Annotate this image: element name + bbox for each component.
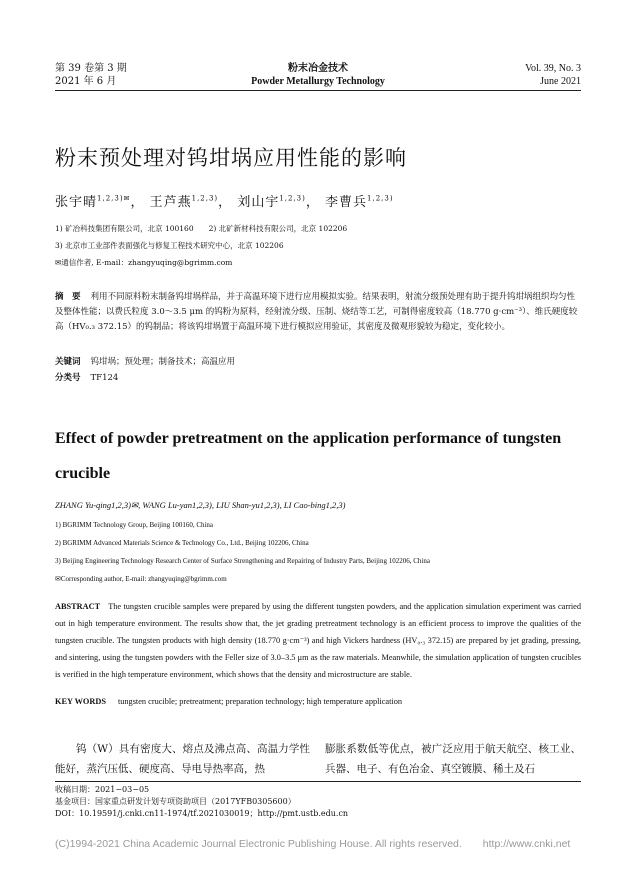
author-affil: 1,2,3)✉ (97, 194, 131, 203)
affiliations-en (55, 520, 430, 584)
abstract-label-cn: 摘 要 (55, 292, 81, 302)
class-value: TF124 (90, 373, 119, 383)
authors-cn: 张宇晴$^{1,2,3)✉}$， 王芦燕$^{1,2,3)}$， 刘山宇$^{1,2,3)}$， 李曹兵$^{1,2,3)}$ (55, 194, 394, 210)
journal-name-cn: 粉末冶金技术 (288, 63, 348, 74)
keywords-cn (55, 355, 581, 370)
keywords-label-cn: 关键词 (55, 357, 81, 367)
footnote-rule (55, 781, 581, 782)
affiliation-line: 2) BGRIMM Advanced Materials Science & Technology Co., Ltd., Beijing 102206, China (55, 539, 309, 547)
abstract-text-en: The tungsten crucible samples were prepared by using the different tungsten powders, and the application simulation experiment was carried out in high temperature environment. The results show that, the jet grading pretreatment technology is an efficient process to improve the qualities of the tungsten crucible. The tungsten products with high density (18.770 g·cm⁻³) and high Vickers hardness (HV₀.₃ 372.15) are prepared by jet grading, pressing, and sintering, using the tungsten powders with the Feller size of 3.0–3.5 μm as the raw materials. Meanwhile, the simulation application of tungsten crucibles is verified in the high temperature environment, which shows that the density and microstructure are stable. (55, 602, 581, 679)
author-name: 王芦燕 (149, 195, 192, 210)
doi-line: DOI：10.19591/j.cnki.cn11-1974/tf.2021030019；http://pmt.ustb.edu.cn (55, 809, 349, 818)
author-name: 张宇晴 (55, 195, 98, 210)
date-en: June 2021 (540, 76, 581, 87)
abstract-cn (55, 290, 581, 335)
abstract-text-cn: 利用不同原料粉末制备钨坩埚样品，并于高温环境下进行应用模拟实验。结果表明，射流分级预处理有助于提升钨坩埚组织均匀性及整体性能；以费氏粒度 3.0～3.5 μm 的钨粉为原料，经射流分级、压制、烧结等工艺，可制得密度较高（18.770 g·cm⁻³）、维氏硬度较高（HV₀.₃ 372.15）的钨制品；将该钨坩埚置于高温环境下进行模拟应用验证，其密度及微观形貌较为稳定，变化较小。 (55, 292, 578, 332)
paper-title-cn: 粉末预处理对钨坩埚应用性能的影响 (55, 146, 407, 170)
author-affil: 1,2,3) (279, 194, 306, 203)
affiliation-line: 1) BGRIMM Technology Group, Beijing 100160, China (55, 521, 214, 529)
author-name: 李曹兵 (325, 195, 368, 210)
header-right (525, 62, 581, 88)
corresponding-author-cn: ✉通信作者, E-mail：zhangyuqing@bgrimm.com (55, 258, 233, 267)
affiliation-line: 3) Beijing Engineering Technology Research Center of Surface Strengthening and Repairing of Industry Parts, Beijing 102206, China (55, 557, 430, 565)
keywords-label-en: KEY WORDS (55, 697, 106, 706)
affiliation-line: 3) 北京市工业部件表面强化与修复工程技术研究中心，北京 102206 (55, 241, 284, 250)
affiliations-cn (55, 224, 347, 268)
author-name: 刘山宇 (237, 195, 280, 210)
header-center (198, 62, 438, 88)
copyright-line: (C)1994-2021 China Academic Journal Electronic Publishing House. All rights reserved. http://www.cnki.net (55, 838, 571, 850)
fund-project: 基金项目：国家重点研发计划专项资助项目（2017YFB0305600） (55, 797, 296, 806)
received-date: 收稿日期：2021−03−05 (55, 785, 150, 794)
author-affil: 1,2,3) (191, 194, 219, 203)
volume-issue-en: Vol. 39, No. 3 (525, 63, 581, 74)
authors-en: ZHANG Yu-qing1,2,3)✉, WANG Lu-yan1,2,3), LIU Shan-yu1,2,3), LI Cao-bing1,2,3) (55, 500, 346, 510)
class-number (55, 371, 581, 386)
volume-issue-cn: 第 39 卷第 3 期 (55, 63, 127, 74)
body-column-right: 膨胀系数低等优点，被广泛应用于航天航空、核工业、兵器、电子、有色冶金、真空镀膜、稀土及石 (325, 743, 581, 775)
abstract-en (55, 598, 581, 683)
date-cn: 2021 年 6 月 (55, 76, 117, 87)
journal-name-en: Powder Metallurgy Technology (251, 76, 385, 87)
affiliation-line: 1) 矿冶科技集团有限公司，北京 100160 2) 北矿新材科技有限公司，北京 102206 (55, 224, 348, 233)
abstract-label-en: ABSTRACT (55, 602, 101, 611)
author-affil: 1,2,3) (367, 194, 394, 203)
keywords-en (55, 693, 581, 710)
header-rule (55, 90, 581, 91)
keywords-text-cn: 钨坩埚；预处理；制备技术；高温应用 (90, 357, 236, 367)
header-left (55, 62, 127, 88)
keywords-text-en: tungsten crucible; pretreatment; preparation technology; high temperature application (117, 697, 403, 706)
paper-title-en: Effect of powder pretreatment on the application performance of tungsten crucible (55, 430, 562, 482)
body-column-left: 钨（W）具有密度大、熔点及沸点高、高温力学性能好，蒸汽压低、硬度高、导电导热率高，热 (55, 743, 310, 775)
corresponding-author-en: ✉Corresponding author, E-mail: zhangyuqing@bgrimm.com (55, 575, 227, 583)
class-label: 分类号 (55, 373, 81, 383)
